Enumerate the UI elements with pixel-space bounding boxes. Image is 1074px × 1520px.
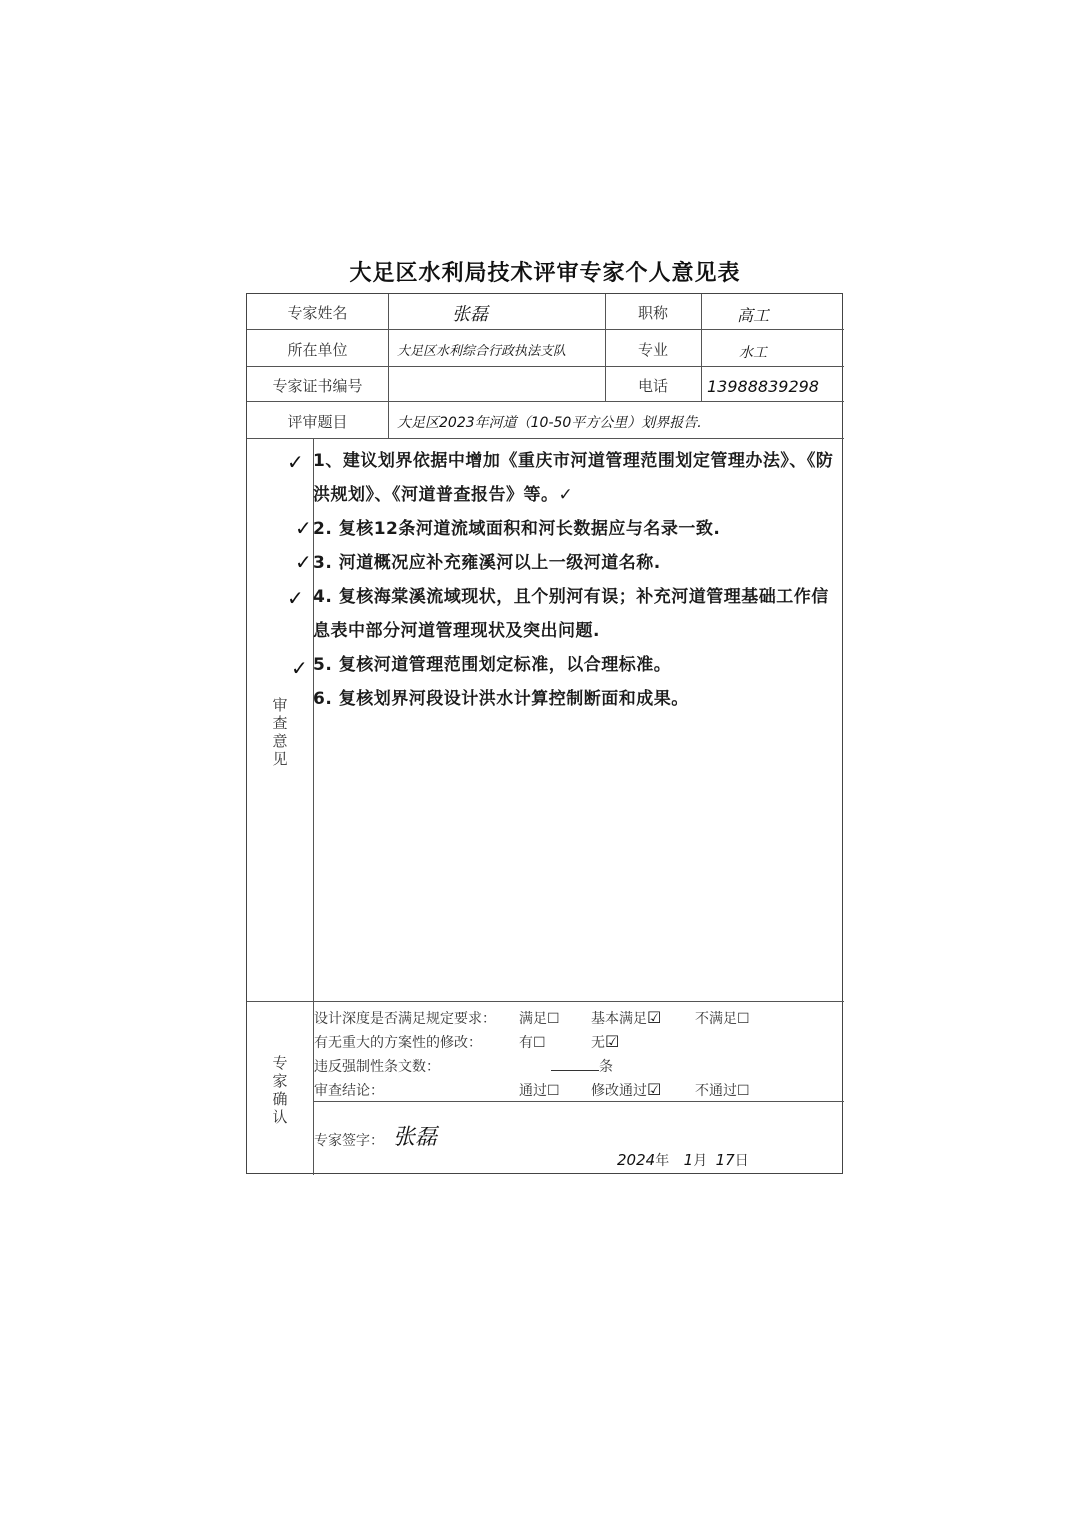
review-form	[246, 293, 843, 1174]
review-opinions	[313, 444, 841, 716]
margin-check-icon: ✓	[295, 516, 312, 540]
q4-opt-modify-pass[interactable]	[591, 1080, 661, 1100]
margin-check-icon: ✓	[287, 586, 304, 610]
col-divider	[388, 294, 389, 438]
expert-name-label: 专家姓名	[287, 304, 348, 322]
expert-name-value: 张磊	[452, 304, 488, 325]
blank-line	[551, 1058, 599, 1071]
cert-label: 专家证书编号	[272, 377, 363, 395]
row-divider	[247, 329, 844, 330]
signature-label: 专家签字：	[314, 1133, 384, 1149]
opinion-item: 1、建议划界依据中增加《重庆市河道管理范围划定管理办法》、《防洪规划》、《河道普查报告》等。✓	[313, 451, 834, 505]
confirm-section-label: 专家确认	[272, 1054, 288, 1126]
mandatory-count-field[interactable]	[551, 1056, 613, 1076]
date-day-unit: 日	[734, 1153, 749, 1169]
major-label: 专业	[637, 341, 668, 359]
unit-label: 所在单位	[287, 341, 348, 359]
row-divider	[247, 438, 844, 439]
checked-box-icon: ☑	[647, 1008, 662, 1027]
q-design-depth	[314, 1008, 496, 1028]
q1-opt-not[interactable]: 不满足☐	[695, 1011, 750, 1027]
sign-date	[617, 1150, 749, 1170]
date-day: 17	[715, 1151, 735, 1169]
major-value: 水工	[739, 345, 767, 361]
q2-opt-yes[interactable]: 有☐	[519, 1035, 546, 1051]
unit-value: 大足区水利综合行政执法支队	[397, 344, 567, 359]
opinion-item: 2. 复核12条河道流域面积和河长数据应与名录一致.	[313, 519, 721, 539]
topic-value: 大足区2023年河道（10-50平方公里）划界报告.	[397, 415, 702, 431]
signature-value: 张磊	[393, 1125, 438, 1150]
row-divider	[247, 1001, 844, 1002]
checked-box-icon: ☑	[647, 1080, 662, 1099]
row-divider	[247, 366, 844, 367]
review-section-label: 审查意见	[272, 696, 288, 768]
q1-opt-basic[interactable]	[591, 1008, 661, 1028]
q4-opt-modify-label: 修改通过	[591, 1083, 647, 1099]
opinion-item: 3. 河道概况应补充雍溪河以上一级河道名称.	[313, 553, 661, 573]
date-month-unit: 月	[693, 1153, 708, 1169]
row-divider	[313, 1101, 844, 1102]
q1-opt-basic-label: 基本满足	[591, 1011, 647, 1027]
count-unit: 条	[599, 1059, 613, 1075]
margin-check-icon: ✓	[287, 450, 304, 474]
q-major-change: 有无重大的方案性的修改：	[314, 1035, 482, 1051]
q4-opt-pass[interactable]: 通过☐	[519, 1083, 560, 1099]
q1-text: 设计深度是否满足规定要求：	[314, 1011, 496, 1027]
margin-check-icon: ✓	[291, 656, 308, 680]
checked-box-icon: ☑	[605, 1032, 620, 1051]
q-conclusion: 审查结论：	[314, 1083, 384, 1099]
phone-label: 电话	[637, 377, 668, 395]
margin-check-icon: ✓	[295, 550, 312, 574]
topic-label: 评审题目	[287, 413, 348, 431]
date-year-unit: 年	[655, 1153, 670, 1169]
title-value: 高工	[737, 306, 770, 325]
date-year: 2024	[617, 1151, 656, 1169]
form-title: 大足区水利局技术评审专家个人意见表	[349, 260, 741, 286]
q2-opt-no-label: 无	[591, 1035, 605, 1051]
q-mandatory-count: 违反强制性条文数：	[314, 1059, 440, 1075]
date-month: 1	[683, 1151, 694, 1169]
opinion-item: 5. 复核河道管理范围划定标准，以合理标准。	[313, 655, 672, 675]
title-label: 职称	[637, 304, 668, 322]
phone-value: 13988839298	[707, 377, 819, 396]
q2-opt-no[interactable]	[591, 1032, 619, 1052]
opinion-item: 4. 复核海棠溪流域现状，且个别河有误；补充河道管理基础工作信息表中部分河道管理现状及突出问题.	[313, 587, 829, 641]
q4-opt-fail[interactable]: 不通过☐	[695, 1083, 750, 1099]
opinion-item: 6. 复核划界河段设计洪水计算控制断面和成果。	[313, 689, 689, 709]
q1-opt-satisfy[interactable]: 满足☐	[519, 1011, 560, 1027]
row-divider	[247, 401, 844, 402]
col-divider	[701, 294, 702, 401]
